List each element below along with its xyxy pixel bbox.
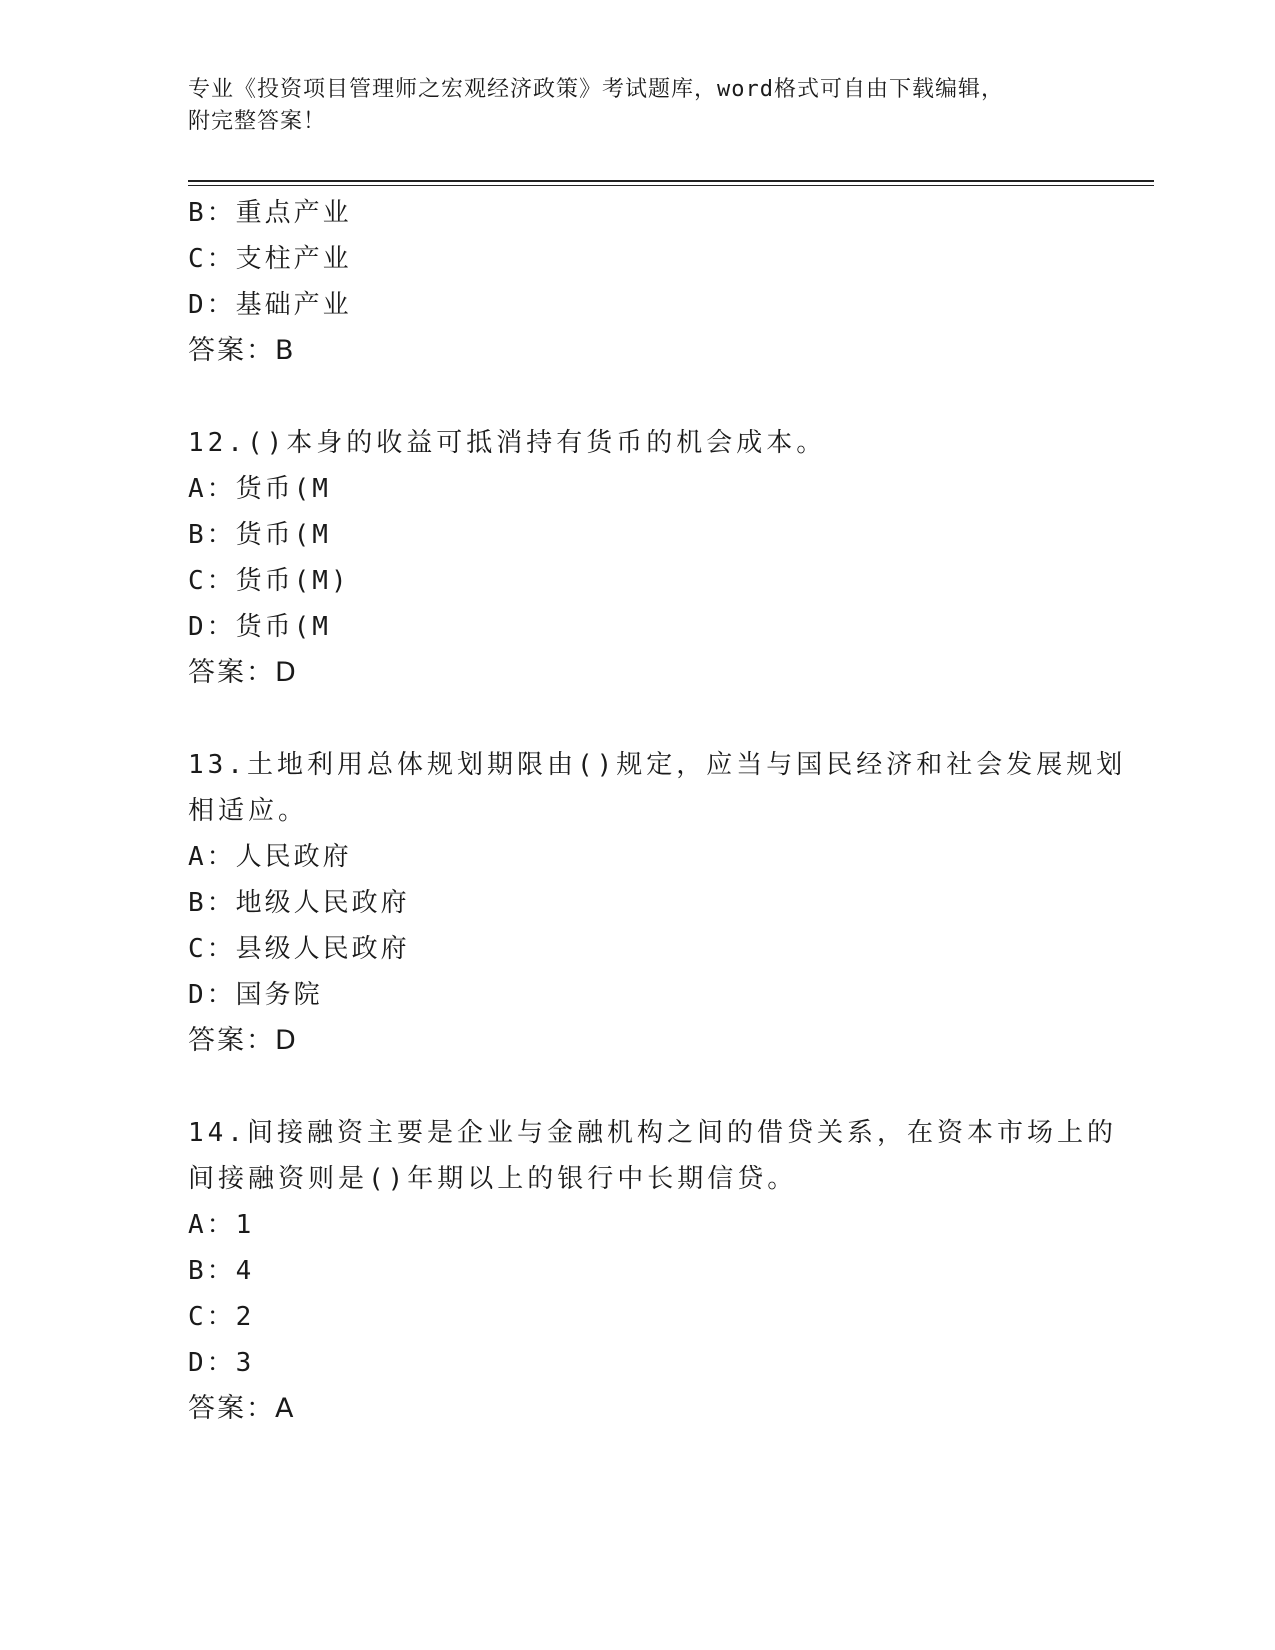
answer: 答案：D bbox=[188, 1025, 298, 1056]
question-stem-line-1: 13.土地利用总体规划期限由()规定，应当与国民经济和社会发展规划 bbox=[188, 750, 1127, 780]
question-stem-line-1: 14.间接融资主要是企业与金融机构之间的借贷关系，在资本市场上的 bbox=[188, 1118, 1117, 1148]
answer: 答案：D bbox=[188, 657, 298, 688]
header-divider-thick bbox=[188, 180, 1154, 182]
option-c: C：支柱产业 bbox=[188, 244, 352, 274]
option-d: D：3 bbox=[188, 1348, 255, 1378]
spacer bbox=[188, 696, 1088, 742]
option-a: A：货币(M bbox=[188, 474, 331, 504]
question-stem-line-2: 相适应。 bbox=[188, 796, 309, 826]
question-13 bbox=[188, 742, 1127, 1064]
option-c: C：货币(M) bbox=[188, 566, 350, 596]
answer: 答案：A bbox=[188, 1393, 296, 1424]
option-a: A：人民政府 bbox=[188, 842, 352, 872]
question-list bbox=[188, 190, 1127, 1432]
document-header bbox=[188, 74, 1088, 138]
option-d: D：基础产业 bbox=[188, 290, 352, 320]
question-stem: 12.()本身的收益可抵消持有货币的机会成本。 bbox=[188, 428, 827, 458]
question-14 bbox=[188, 1110, 1117, 1432]
spacer bbox=[188, 374, 1088, 420]
answer: 答案：B bbox=[188, 335, 296, 366]
option-b: B：4 bbox=[188, 1256, 255, 1286]
question-11-tail bbox=[188, 190, 1088, 374]
question-12 bbox=[188, 420, 1088, 696]
header-divider-thin bbox=[188, 185, 1154, 186]
question-stem-line-2: 间接融资则是()年期以上的银行中长期信贷。 bbox=[188, 1164, 798, 1194]
spacer bbox=[188, 1064, 1088, 1110]
option-b: B：地级人民政府 bbox=[188, 888, 410, 918]
option-c: C：县级人民政府 bbox=[188, 934, 410, 964]
option-d: D：货币(M bbox=[188, 612, 331, 642]
option-b: B：重点产业 bbox=[188, 198, 352, 228]
option-a: A：1 bbox=[188, 1210, 255, 1240]
option-b: B：货币(M bbox=[188, 520, 331, 550]
option-c: C：2 bbox=[188, 1302, 255, 1332]
header-line-1: 专业《投资项目管理师之宏观经济政策》考试题库，word格式可自由下载编辑， bbox=[188, 77, 1004, 102]
option-d: D：国务院 bbox=[188, 980, 323, 1010]
header-line-2: 附完整答案！ bbox=[188, 109, 327, 134]
